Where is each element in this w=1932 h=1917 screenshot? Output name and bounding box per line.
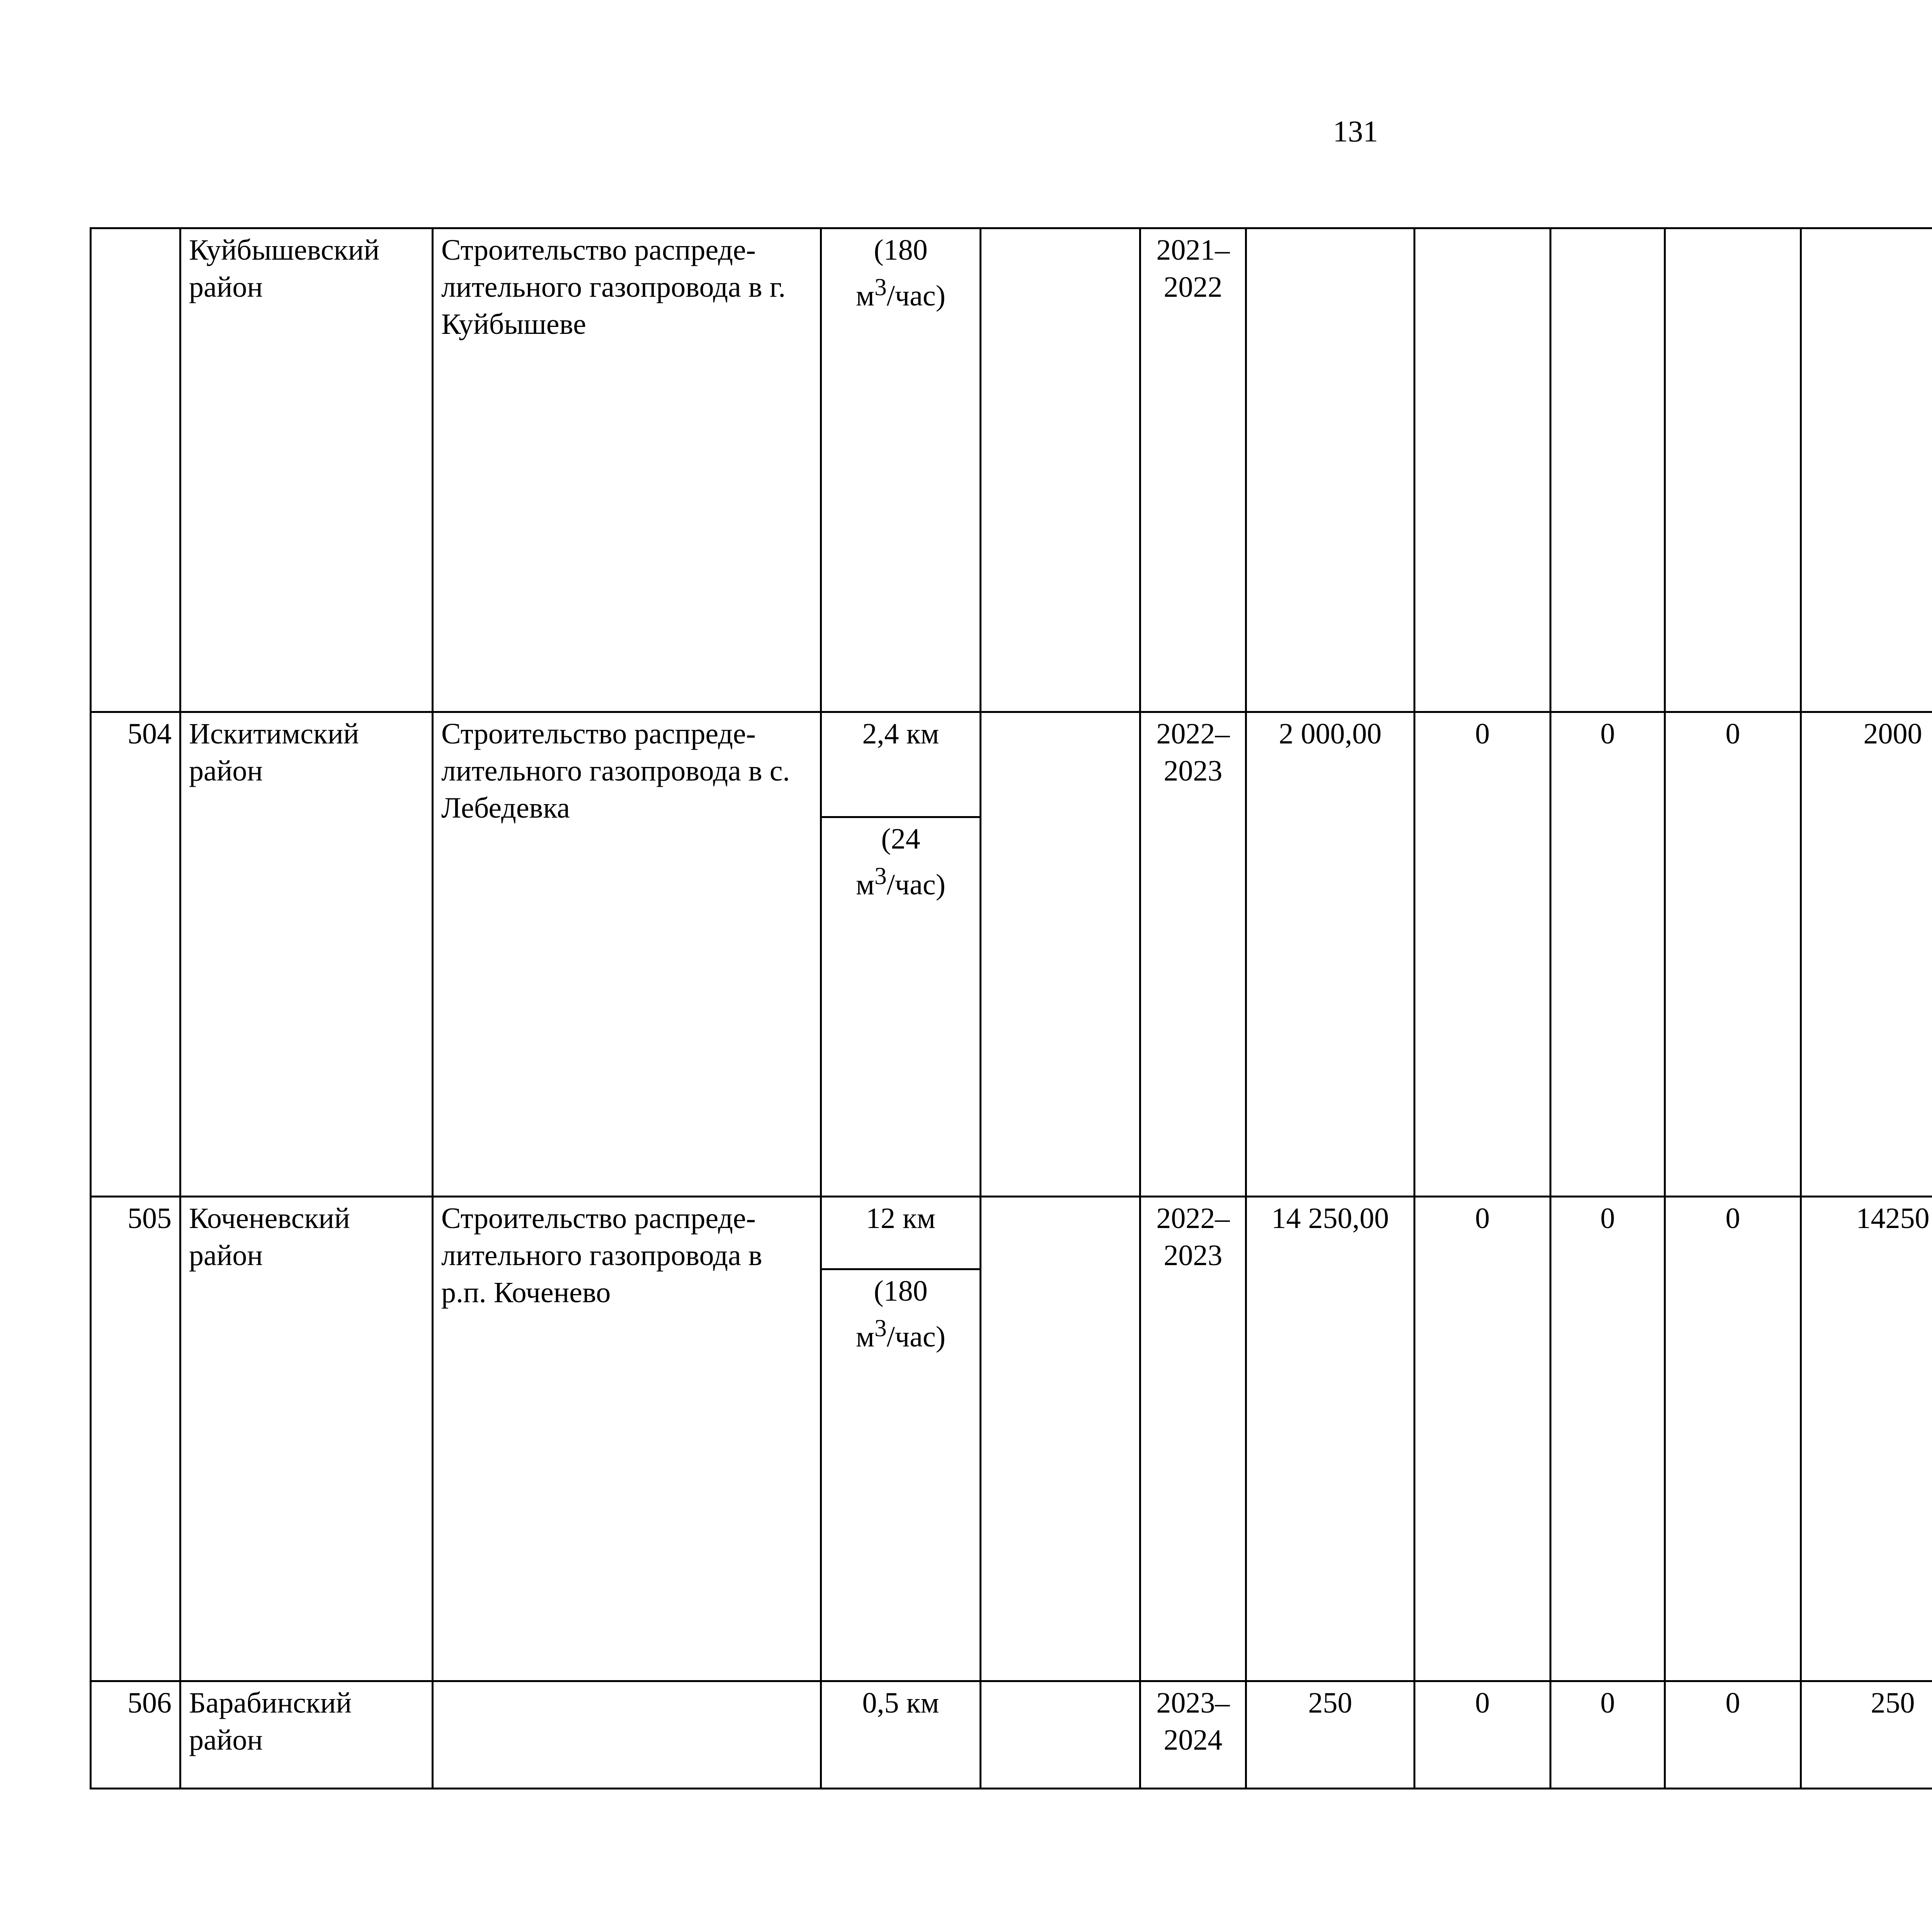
- total-cell: [1246, 228, 1415, 712]
- value-cell: [1665, 228, 1801, 712]
- length-cell: 2,4 км: [821, 712, 981, 817]
- district-cell: Куйбышевский район: [180, 228, 433, 712]
- district-cell: Барабинский район: [180, 1681, 433, 1789]
- value-cell: 0: [1665, 1681, 1801, 1789]
- district-cell: Коченевский район: [180, 1197, 433, 1681]
- value-cell: [1551, 228, 1665, 712]
- period-cell: 2021–2022: [1140, 228, 1246, 712]
- value-cell: 0: [1551, 1197, 1665, 1681]
- table-row: [91, 1197, 1932, 1269]
- period-cell: 2023–2024: [1140, 1681, 1246, 1789]
- value-cell: 0: [1551, 712, 1665, 1197]
- empty-cell: [981, 1197, 1140, 1681]
- capacity-cell: (24 $м^3/час$): [821, 817, 981, 1197]
- gas-pipeline-table: [90, 227, 1932, 1789]
- length-cell: 12 км: [821, 1197, 981, 1269]
- empty-cell: [981, 228, 1140, 712]
- value-cell: 0: [1415, 1197, 1551, 1681]
- table-row: [91, 228, 1932, 712]
- total-cell: 2 000,00: [1246, 712, 1415, 1197]
- empty-cell: [981, 712, 1140, 1197]
- description-cell: [433, 1681, 821, 1789]
- value-cell: 0: [1665, 1197, 1801, 1681]
- description-cell: Строительство распреде-лительного газопровода в р.п. Коченево: [433, 1197, 821, 1681]
- row-number: [91, 228, 180, 712]
- total-cell: 250: [1246, 1681, 1415, 1789]
- value-cell: [1801, 228, 1932, 712]
- row-number: 506: [91, 1681, 180, 1789]
- period-cell: 2022–2023: [1140, 712, 1246, 1197]
- value-cell: 0: [1551, 1681, 1665, 1789]
- description-cell: Строительство распреде-лительного газопровода в с. Лебедевка: [433, 712, 821, 1197]
- period-cell: 2022–2023: [1140, 1197, 1246, 1681]
- description-cell: Строительство распреде-лительного газопровода в г. Куйбышеве: [433, 228, 821, 712]
- value-cell: 14250: [1801, 1197, 1932, 1681]
- value-cell: [1415, 228, 1551, 712]
- empty-cell: [981, 1681, 1140, 1789]
- value-cell: 2000: [1801, 712, 1932, 1197]
- table-row: [91, 1681, 1932, 1789]
- value-cell: 0: [1415, 1681, 1551, 1789]
- length-cell: 0,5 км: [821, 1681, 981, 1789]
- value-cell: 0: [1415, 712, 1551, 1197]
- page-number: 131: [1333, 114, 1378, 148]
- capacity-cell: (180 $м^3/час$): [821, 1269, 981, 1681]
- row-number: 505: [91, 1197, 180, 1681]
- capacity-cell: (180 $м^3/час$): [821, 228, 981, 712]
- value-cell: 0: [1665, 712, 1801, 1197]
- table-row: [91, 712, 1932, 817]
- total-cell: 14 250,00: [1246, 1197, 1415, 1681]
- row-number: 504: [91, 712, 180, 1197]
- value-cell: 250: [1801, 1681, 1932, 1789]
- district-cell: Искитимский район: [180, 712, 433, 1197]
